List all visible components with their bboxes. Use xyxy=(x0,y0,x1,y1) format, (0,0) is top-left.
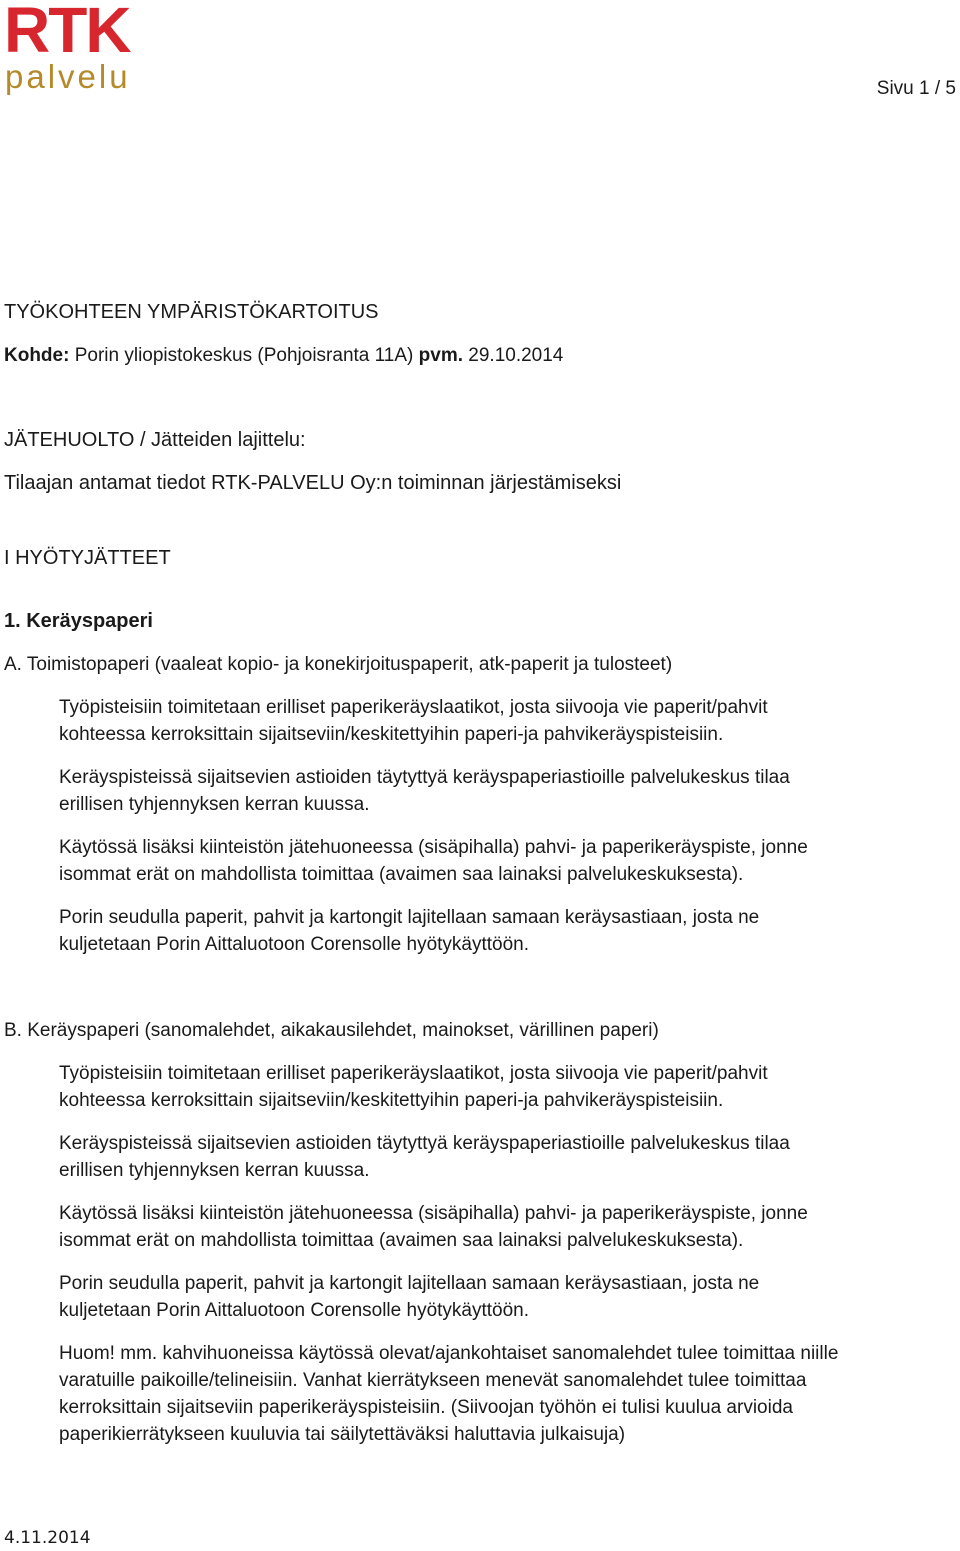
paragraph-line: varatuille paikoille/telineisiin. Vanhat kierrätykseen menevät sanomalehdet tulee toimittaa xyxy=(59,1370,807,1391)
section-heading: JÄTEHUOLTO / Jätteiden lajittelu: xyxy=(4,429,306,451)
paragraph-line: isommat erät on mahdollista toimittaa (avaimen saa lainaksi palvelukeskuksesta). xyxy=(59,864,744,885)
item-title: 1. Keräyspaperi xyxy=(4,610,153,632)
section-a-paragraph xyxy=(59,904,959,958)
rtk-palvelu-logo xyxy=(4,0,146,96)
paragraph-line: Työpisteisiin toimitetaan erilliset paperikeräyslaatikot, josta siivooja vie paperit/pahvit xyxy=(59,1063,768,1084)
paragraph-line: Käytössä lisäksi kiinteistön jätehuoneessa (sisäpihalla) pahvi- ja paperikeräyspiste, jonne xyxy=(59,837,808,858)
page-number: Sivu 1 / 5 xyxy=(876,78,956,99)
section-b-paragraph xyxy=(59,1130,959,1184)
paragraph-line: Porin seudulla paperit, pahvit ja kartongit lajitellaan samaan keräysastiaan, josta ne xyxy=(59,907,760,928)
logo-brand: RTK xyxy=(4,0,130,66)
paragraph-line: Käytössä lisäksi kiinteistön jätehuoneessa (sisäpihalla) pahvi- ja paperikeräyspiste, jonne xyxy=(59,1203,808,1224)
paragraph-line: kohteessa kerroksittain sijaitseviin/keskitettyihin paperi-ja pahvikeräyspisteisiin. xyxy=(59,724,724,745)
section-a-paragraph xyxy=(59,694,959,748)
section-a-paragraph xyxy=(59,764,959,818)
section-a-heading: A. Toimistopaperi (vaaleat kopio- ja konekirjoituspaperit, atk-paperit ja tulosteet) xyxy=(4,654,673,675)
document-title: TYÖKOHTEEN YMPÄRISTÖKARTOITUS xyxy=(4,301,379,323)
paragraph-line: kuljetetaan Porin Aittaluotoon Corensolle hyötykäyttöön. xyxy=(59,934,530,955)
paragraph-line: Työpisteisiin toimitetaan erilliset paperikeräyslaatikot, josta siivooja vie paperit/pahvit xyxy=(59,697,768,718)
section-b-note xyxy=(59,1340,959,1448)
section-b-paragraph xyxy=(59,1060,959,1114)
pvm-label: pvm. xyxy=(418,345,463,366)
logo-sub: palvelu xyxy=(5,58,131,95)
paragraph-line: kerroksittain sijaitseviin paperikeräyspisteisiin. (Siivoojan työhön ei tulisi kuulua arvioida xyxy=(59,1397,793,1418)
paragraph-line: paperikierrätykseen kuuluvia tai säilytettäväksi haluttavia julkaisuja) xyxy=(59,1424,626,1445)
paragraph-line: Porin seudulla paperit, pahvit ja kartongit lajitellaan samaan keräysastiaan, josta ne xyxy=(59,1273,760,1294)
paragraph-line: erillisen tyhjennyksen kerran kuussa. xyxy=(59,1160,370,1181)
pvm-value: 29.10.2014 xyxy=(463,345,564,366)
paragraph-line: Keräyspisteissä sijaitsevien astioiden täytyttyä keräyspaperiastioille palvelukeskus tilaa xyxy=(59,1133,790,1154)
paragraph-line: erillisen tyhjennyksen kerran kuussa. xyxy=(59,794,370,815)
paragraph-line: kuljetetaan Porin Aittaluotoon Corensolle hyötykäyttöön. xyxy=(59,1300,530,1321)
section-b-paragraph xyxy=(59,1200,959,1254)
kohde-label: Kohde: xyxy=(4,345,70,366)
subheading: Tilaajan antamat tiedot RTK-PALVELU Oy:n toiminnan järjestämiseksi xyxy=(4,472,622,494)
paragraph-line: kohteessa kerroksittain sijaitseviin/keskitettyihin paperi-ja pahvikeräyspisteisiin. xyxy=(59,1090,724,1111)
paragraph-line: Keräyspisteissä sijaitsevien astioiden täytyttyä keräyspaperiastioille palvelukeskus tilaa xyxy=(59,767,790,788)
category-heading: I HYÖTYJÄTTEET xyxy=(4,547,171,569)
section-a-paragraph xyxy=(59,834,959,888)
paragraph-line: isommat erät on mahdollista toimittaa (avaimen saa lainaksi palvelukeskuksesta). xyxy=(59,1230,744,1251)
section-b-paragraph xyxy=(59,1270,959,1324)
section-b-heading: B. Keräyspaperi (sanomalehdet, aikakausilehdet, mainokset, värillinen paperi) xyxy=(4,1020,659,1041)
footer-date: 4.11.2014 xyxy=(4,1528,91,1548)
paragraph-line: Huom! mm. kahvihuoneissa käytössä olevat/ajankohtaiset sanomalehdet tulee toimittaa niille xyxy=(59,1343,839,1364)
kohde-line xyxy=(4,342,563,369)
kohde-value: Porin yliopistokeskus (Pohjoisranta 11A) xyxy=(69,345,419,366)
